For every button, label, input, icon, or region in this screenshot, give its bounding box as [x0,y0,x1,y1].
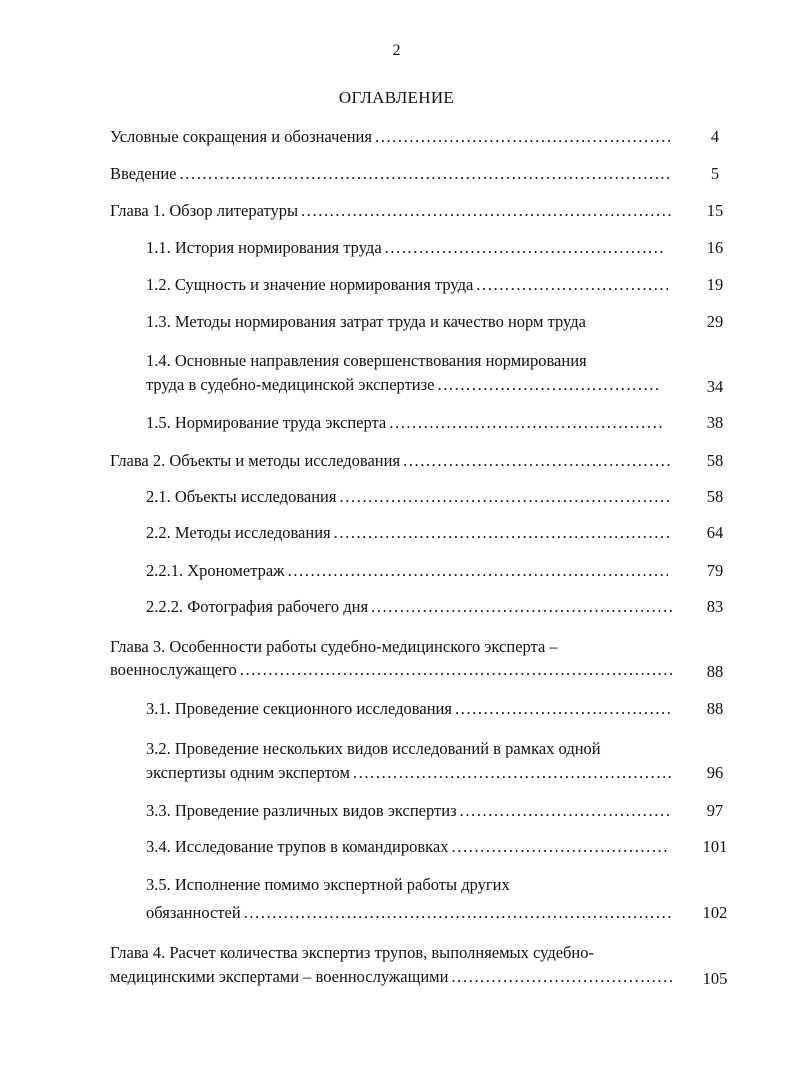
leader-dots [382,237,666,259]
leader-dots [298,200,672,222]
leader-dots [449,836,669,858]
toc-entry [146,486,672,508]
toc-entry-text: Глава 1. Обзор литературы [110,201,299,220]
toc-entry-text: 2.1. Объекты исследования [146,487,337,506]
toc-page-number: 15 [706,201,724,220]
leader-dots [285,560,668,582]
toc-page-number: 105 [702,969,728,988]
toc-entry-text: 2.2.1. Хронометраж [146,561,285,580]
leader-dots [350,762,672,784]
toc-entry [146,800,672,822]
toc-entry [146,522,672,544]
leader-dots [331,522,672,544]
toc-entry [110,200,672,222]
toc-page-number: 16 [706,238,724,257]
toc-entry [110,126,672,148]
leader-dots [368,596,672,618]
toc-entry-text-line1: 3.2. Проведение нескольких видов исследований в рамках одной [146,739,601,758]
leader-dots [177,163,672,185]
toc-entry-text-line2: медицинскими экспертами – военнослужащими [110,967,449,986]
toc-entry-text: 1.3. Методы нормирования затрат труда и качество норм труда [146,312,586,331]
toc-entry-text: 1.5. Нормирование труда эксперта [146,413,387,432]
toc-page-number: 38 [706,413,724,432]
toc-entry-text-line2: труда в судебно-медицинской экспертизе [146,375,435,394]
toc-entry-text: Условные сокращения и обозначения [110,127,372,146]
toc-entry-text-line2: экспертизы одним экспертом [146,763,350,782]
toc-entry-text-line1: Глава 3. Особенности работы судебно-медицинского эксперта – [110,637,558,656]
leader-dots [457,800,672,822]
toc-page-number: 96 [706,763,724,782]
toc-entry-text-line2: обязанностей [146,903,241,922]
toc-page-number: 5 [710,164,720,183]
leader-dots [336,486,672,508]
toc-entry [146,274,668,296]
toc-entry [146,836,668,858]
leader-dots [452,698,672,720]
toc-entry-text-line2: военнослужащего [110,660,237,679]
toc-entry-text: 1.1. История нормирования труда [146,238,382,257]
toc-page-number: 88 [706,662,724,681]
toc-entry [110,659,672,681]
toc-entry [146,560,668,582]
toc-page-number: 64 [706,523,724,542]
toc-entry [110,163,672,185]
toc-entry-text: Глава 2. Объекты и методы исследования [110,451,401,470]
toc-entry-text: Введение [110,164,177,183]
toc-entry-text-line1: Глава 4. Расчет количества экспертиз трупов, выполняемых судебно- [110,943,595,962]
toc-entry [146,374,660,396]
toc-page-number: 4 [710,127,720,146]
toc-entry-text: 2.2. Методы исследования [146,523,331,542]
toc-entry [146,412,664,434]
toc-entry-text-line1: 3.5. Исполнение помимо экспертной работы других [146,875,510,894]
toc-page-number: 97 [706,801,724,820]
toc-page-number: 58 [706,451,724,470]
toc-entry [146,237,666,259]
leader-dots [372,126,672,148]
leader-dots [448,966,672,988]
toc-page-number: 102 [702,903,728,922]
toc-entry-text: 3.1. Проведение секционного исследования [146,699,452,718]
page-title: ОГЛАВЛЕНИЕ [338,88,455,107]
leader-dots [473,274,668,296]
leader-dots [434,374,660,396]
toc-entry-text: 2.2.2. Фотография рабочего дня [146,597,369,616]
leader-dots [400,450,672,472]
toc-entry [110,966,672,988]
toc-entry-text-line1: 1.4. Основные направления совершенствования нормирования [146,351,587,370]
toc-entry-text: 1.2. Сущность и значение нормирования труда [146,275,474,294]
toc-entry-text: 3.3. Проведение различных видов экспертиз [146,801,457,820]
toc-page-number: 58 [706,487,724,506]
toc-entry [110,450,672,472]
toc-page-number: 88 [706,699,724,718]
leader-dots [237,659,672,681]
leader-dots [241,902,672,924]
toc-entry [146,698,672,720]
toc-page-number: 79 [706,561,724,580]
toc-entry [146,902,672,924]
toc-entry [146,596,672,618]
toc-entry-text: 3.4. Исследование трупов в командировках [146,837,449,856]
toc-entry [146,762,672,784]
toc-page-number: 83 [706,597,724,616]
toc-page-number: 101 [702,837,728,856]
leader-dots [386,412,664,434]
page-number: 2 [392,42,401,59]
toc-page-number: 29 [706,312,724,331]
toc-page-number: 34 [706,377,724,396]
toc-page-number: 19 [706,275,724,294]
